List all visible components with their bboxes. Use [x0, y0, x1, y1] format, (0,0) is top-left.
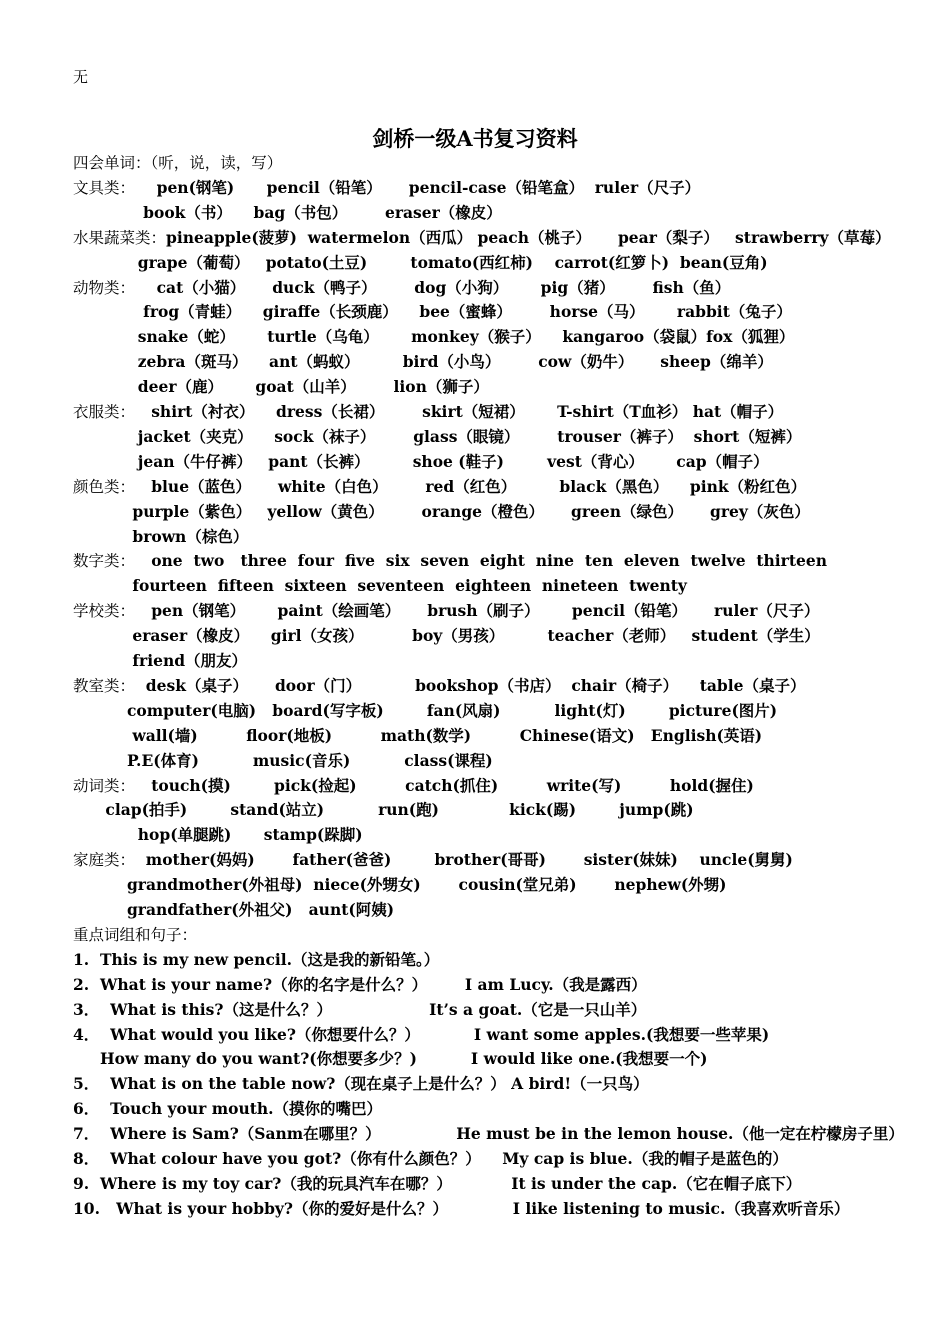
line-text: grape（葡萄） potato(土豆) tomato(西红柿) carrot(红箩卜) bean(豆角): [73, 252, 768, 272]
text-line: [73, 623, 820, 648]
line-label: 教室类：: [73, 676, 136, 695]
line-text: P.E(体育) music(音乐) class(课程): [73, 750, 493, 770]
line-text: friend（朋友）: [73, 651, 248, 670]
text-line: [73, 748, 493, 773]
text-line: [73, 723, 762, 748]
text-line: [73, 947, 439, 972]
line-text: zebra（斑马） ant（蚂蚁） bird（小鸟） cow（奶牛） sheep（绵羊）: [73, 352, 773, 372]
text-line: [73, 499, 810, 524]
line-text: cat（小猫） duck（鸭子） dog（小狗） pig（猪） fish（鱼）: [135, 277, 731, 297]
text-line: [73, 1096, 382, 1121]
document-title: 剑桥一级A书复习资料: [372, 126, 578, 151]
line-label: 学校类：: [73, 602, 136, 621]
text-line: [73, 1146, 788, 1171]
text-line: [73, 997, 646, 1022]
line-text: blue（蓝色） white（白色） red（红色） black（黑色） pink（粉红色）: [135, 476, 807, 496]
line-text: frog（青蛙） giraffe（长颈鹿） bee（蜜蜂） horse（马） rabbit（兔子）: [73, 302, 792, 322]
line-label: 文具类：: [73, 178, 136, 197]
text-line: [73, 150, 282, 175]
line-text: 1. This is my new pencil.（这是我的新铅笔。）: [73, 949, 440, 969]
line-label: 颜色类：: [73, 477, 136, 496]
text-line: [73, 773, 754, 798]
text-line: [73, 424, 801, 449]
line-text: snake（蛇） turtle（乌龟） monkey（猴子） kangaroo（袋鼠）fox（狐狸）: [73, 327, 795, 347]
line-text: 9. Where is my toy car?（我的玩具汽车在哪？） It is under the cap.（它在帽子底下）: [73, 1173, 802, 1193]
line-label: 四会单词：（听，说，读，写）: [73, 154, 283, 172]
line-text: deer（鹿） goat（山羊） lion（狮子）: [73, 377, 489, 397]
line-text: How many do you want?(你想要多少？) I would like one.(我想要一个): [73, 1049, 708, 1069]
text-line: [73, 1071, 649, 1096]
line-text: hop(单腿跳) stamp(跺脚): [73, 825, 363, 845]
text-line: [73, 972, 647, 997]
line-text: brown（棕色）: [73, 526, 249, 546]
line-text: grandfather(外祖父) aunt(阿姨): [73, 900, 395, 919]
line-text: purple（紫色） yellow（黄色） orange（橙色） green（绿色） grey（灰色）: [73, 501, 810, 521]
line-label: 动词类：: [73, 776, 136, 795]
text-line: [73, 922, 197, 947]
line-label: 水果蔬菜类：: [73, 228, 167, 247]
line-text: pen(钢笔) pencil（铅笔） pencil-case（铅笔盒） ruler（尺子）: [135, 177, 701, 197]
line-text: grandmother(外祖母) niece(外甥女) cousin(堂兄弟) nephew(外甥): [73, 875, 727, 895]
line-text: 8． What colour have you got?（你有什么颜色？） My cap is blue.（我的帽子是蓝色的）: [73, 1149, 788, 1168]
line-label: 动物类：: [73, 278, 136, 297]
line-text: book（书） bag（书包） eraser（橡皮）: [73, 202, 502, 222]
text-line: [73, 1171, 801, 1196]
line-label: 家庭类：: [73, 851, 136, 870]
line-label: 衣服类：: [73, 403, 136, 421]
line-text: 5． What is on the table now?（现在桌子上是什么？） A bird!（一只鸟）: [73, 1074, 649, 1094]
line-text: mother(妈妈) father(爸爸) brother(哥哥) sister(妹妹) uncle(舅舅): [135, 850, 793, 870]
line-text: fourteen fifteen sixteen seventeen eighteen nineteen twenty: [73, 576, 687, 596]
line-text: clap(拍手) stand(站立) run(跑) kick(踢) jump(跳): [73, 800, 694, 820]
line-text: eraser（橡皮） girl（女孩） boy（男孩） teacher（老师） student（学生）: [73, 626, 820, 646]
text-line: [73, 598, 819, 623]
text-line: [73, 1196, 849, 1221]
text-line: [73, 524, 248, 549]
line-text: wall(墙) floor(地板) math(数学) Chinese(语文) English(英语): [73, 725, 763, 745]
text-line: [73, 324, 794, 349]
line-text: jean（牛仔裤） pant（长裤） shoe (鞋子) vest（背心） cap（帽子）: [73, 451, 769, 471]
text-line: [73, 299, 792, 324]
text-line: [73, 673, 806, 698]
text-line: [73, 797, 694, 822]
line-text: 10. What is your hobby?（你的爱好是什么？） I like listening to music.（我喜欢听音乐）: [73, 1198, 850, 1218]
line-text: touch(摸) pick(捡起) catch(抓住) write(写) hold(握住): [135, 775, 754, 795]
line-text: pen（钢笔） paint（绘画笔） brush（刷子） pencil（铅笔） ruler（尺子）: [135, 601, 820, 621]
text-line: [73, 225, 891, 250]
text-line: [73, 449, 769, 474]
line-text: jacket（夹克） sock（袜子） glass（眼镜） trouser（裤子） short（短裤）: [73, 426, 802, 446]
line-text: 2. What is your name?（你的名字是什么？） I am Lucy.（我是露西）: [73, 974, 647, 994]
line-text: 3． What is this?（这是什么？） It’s a goat.（它是一只山羊）: [73, 999, 647, 1019]
text-line: [73, 548, 827, 573]
line-text: desk（桌子） door（门） bookshop（书店） chair（椅子） table（桌子）: [135, 675, 806, 695]
text-line: [73, 573, 687, 598]
line-text: 7． Where is Sam?（Sanm在哪里？） He must be in the lemon house.（他一定在柠檬房子里）: [73, 1124, 904, 1144]
text-line: [73, 648, 247, 673]
text-line: [73, 175, 700, 200]
line-text: computer(电脑) board(写字板) fan(风扇) light(灯) picture(图片): [73, 700, 778, 720]
text-line: [73, 872, 727, 897]
text-line: [73, 275, 730, 300]
text-line: [73, 698, 777, 723]
line-text: 6． Touch your mouth.（摸你的嘴巴）: [73, 1099, 383, 1119]
text-line: [73, 847, 793, 872]
text-line: [73, 474, 806, 499]
line-text: shirt（衬衣） dress（长裙） skirt（短裙） T-shirt（T血衫） hat（帽子）: [135, 402, 784, 421]
corner-mark: 无: [73, 68, 89, 86]
text-line: [73, 1046, 707, 1071]
line-text: 4． What would you like?（你想要什么？） I want some apples.(我想要一些苹果): [73, 1024, 770, 1044]
text-line: [73, 200, 502, 225]
text-line: [73, 399, 783, 424]
text-line: [73, 822, 363, 847]
text-line: [73, 1022, 769, 1047]
text-line: [73, 897, 394, 922]
text-line: [73, 1121, 904, 1146]
text-line: [73, 250, 768, 275]
line-text: one two three four five six seven eight nine ten eleven twelve thirteen: [135, 551, 827, 571]
line-text: pineapple(菠萝) watermelon（西瓜） peach（桃子） pear（梨子） strawberry（草莓）: [166, 227, 891, 247]
text-line: [73, 374, 489, 399]
text-line: [73, 349, 773, 374]
line-label: 重点词组和句子：: [73, 925, 198, 944]
line-label: 数字类：: [73, 552, 136, 571]
